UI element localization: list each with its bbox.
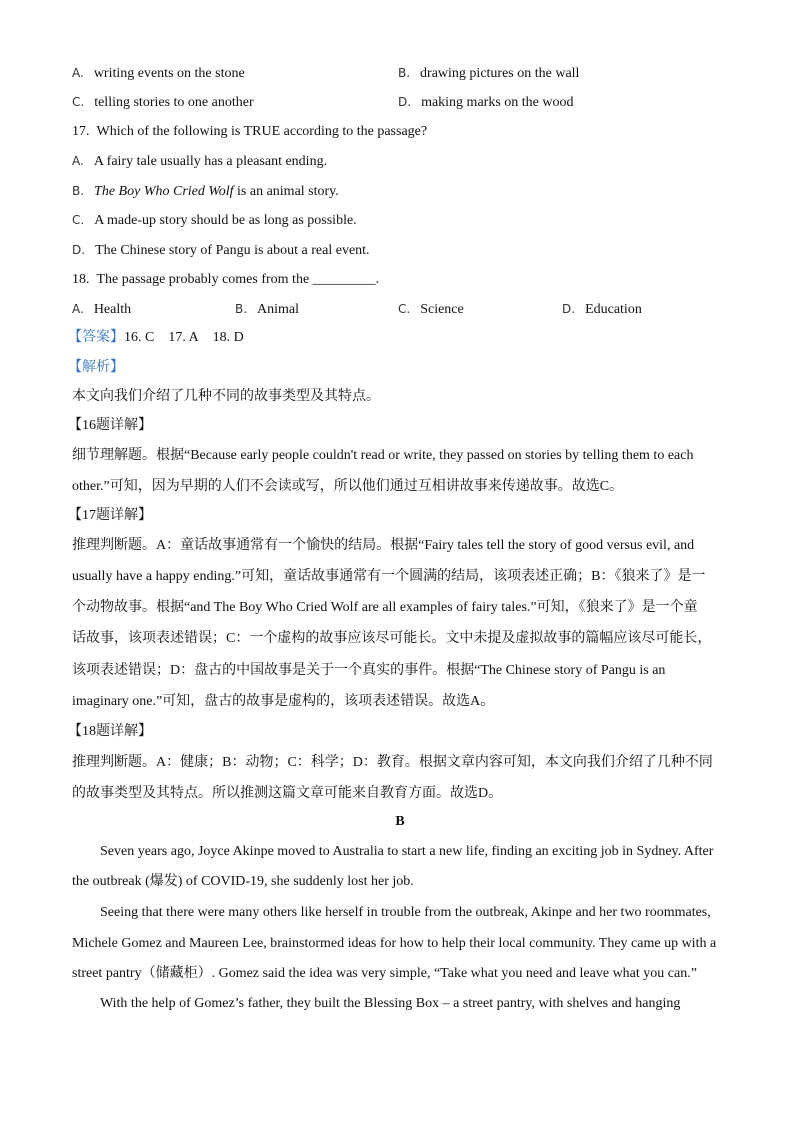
d18-line-2: 的故事类型及其特点。所以推测这篇文章可能来自教育方面。故选D。 [72,786,503,801]
d17-line-2: usually have a happy ending.”可知，童话故事通常有一个圆满的结局，该项表述正确；B：《狼来了》是一 [72,569,706,584]
q17-option-c: C. A made-up story should be as long as possible. [72,213,357,228]
d17-heading: 【17题详解】 [68,508,152,523]
d16-line-2: other.”可知，因为早期的人们不会读或写，所以他们通过互相讲故事来传递故事。故选C。 [72,479,624,494]
q18-option-d: D. Education [562,302,642,317]
d17-line-5: 该项表述错误；D：盘古的中国故事是关于一个真实的事件。根据“The Chinese story of Pangu is an [72,663,666,678]
q17-stem: 17. Which of the following is TRUE according to the passage? [72,124,428,139]
passage-p2-line-2: Michele Gomez and Maureen Lee, brainstormed ideas for how to help their local community. They came up with a [72,936,717,951]
story-title: The Boy Who Cried Wolf [94,184,234,199]
q16-option-d: D. making marks on the wood [398,95,574,110]
d17-line-4: 话故事，该项表述错误；C：一个虚构的故事应该尽可能长。文中未提及虚拟故事的篇幅应该尽可能长， [72,631,712,646]
answer-label: 【答案】 [68,330,124,345]
q16-option-a: A. writing events on the stone [72,66,245,81]
summary-text: 本文向我们介绍了几种不同的故事类型及其特点。 [72,389,380,404]
d17-line-3: 个动物故事。根据“and The Boy Who Cried Wolf are all examples of fairy tales.”可知，《狼来了》是一个童 [72,600,698,615]
passage-p3-line-1: With the help of Gomez’s father, they built the Blessing Box – a street pantry, with shelves and hanging [100,996,681,1011]
passage-p1-line-1: Seven years ago, Joyce Akinpe moved to Australia to start a new life, finding an exciting job in Sydney. After [100,844,714,859]
q17-option-a: A. A fairy tale usually has a pleasant ending. [72,154,328,169]
q16-option-c: C. telling stories to one another [72,95,254,110]
passage-p2-line-3: street pantry（储藏柜）. Gomez said the idea was very simple, “Take what you need and leave what you can.” [72,966,697,981]
q17-option-b: B. The Boy Who Cried Wolf is an animal story. [72,184,339,199]
answer-line [68,329,244,347]
section-b-heading: B [395,814,405,829]
analysis-label: 【解析】 [68,360,124,375]
passage-p2-line-1: Seeing that there were many others like herself in trouble from the outbreak, Akinpe and her two roommates, [100,905,711,920]
d17-line-6: imaginary one.”可知，盘古的故事是虚构的，该项表述错误。故选A。 [72,694,495,709]
answer-text: 16. C 17. A 18. D [124,330,244,345]
d17-line-1: 推理判断题。A：童话故事通常有一个愉快的结局。根据“Fairy tales tell the story of good versus evil, and [72,538,695,553]
d18-line-1: 推理判断题。A：健康；B：动物；C：科学；D：教育。根据文章内容可知，本文向我们介绍了几种不同 [72,755,713,770]
q18-stem: 18. The passage probably comes from the _________. [72,272,380,287]
d18-heading: 【18题详解】 [68,724,152,739]
d16-line-1: 细节理解题。根据“Because early people couldn't read or write, they passed on stories by telling them to each [72,448,694,463]
q17-option-d: D. The Chinese story of Pangu is about a real event. [72,243,370,258]
d16-heading: 【16题详解】 [68,418,152,433]
q18-option-a: A. Health [72,302,132,317]
passage-p1-line-2: the outbreak (爆发) of COVID-19, she suddenly lost her job. [72,874,414,889]
q18-option-c: C. Science [398,302,464,317]
q16-option-b: B. drawing pictures on the wall [398,66,580,81]
q18-option-b: B. Animal [235,302,300,317]
